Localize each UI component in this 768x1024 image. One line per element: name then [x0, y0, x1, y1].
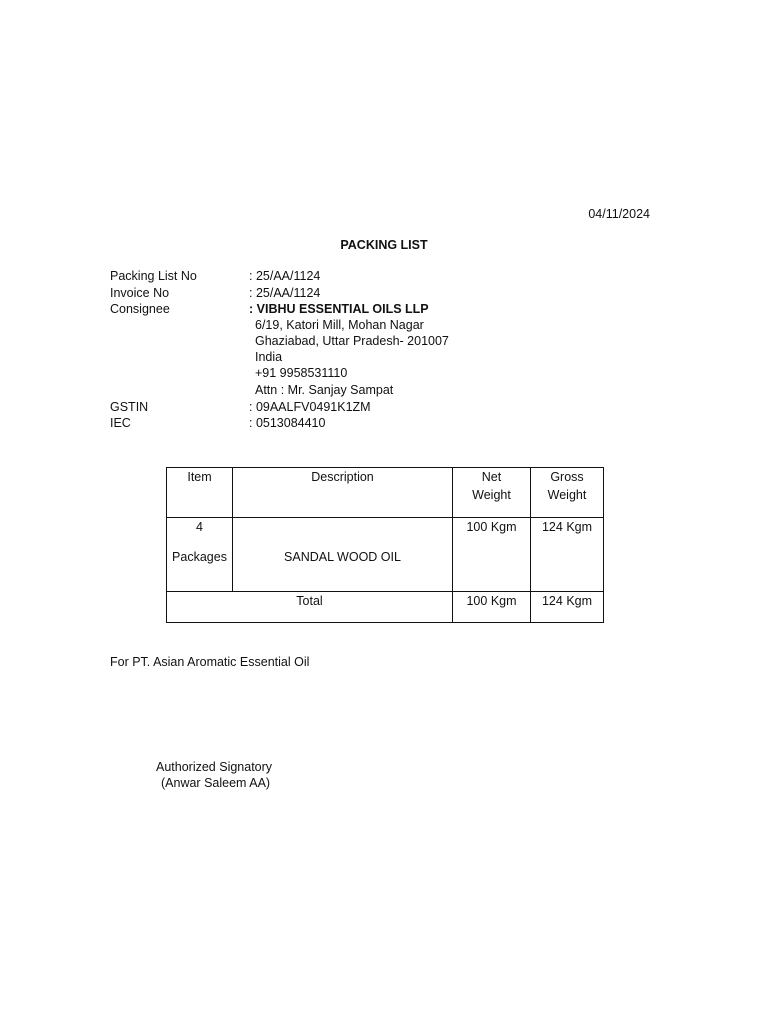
cell-gross-weight: 124 Kgm [531, 518, 604, 592]
consignee-address-line: India [255, 350, 283, 364]
packing-items-table [166, 467, 604, 623]
item-description: SANDAL WOOD OIL [284, 550, 401, 564]
consignee-address-line: 6/19, Katori Mill, Mohan Nagar [255, 318, 424, 332]
gstin-value: : 09AALFV0491K1ZM [249, 400, 371, 414]
total-net-weight: 100 Kgm [453, 592, 531, 623]
item-unit: Packages [172, 550, 227, 564]
cell-description [233, 518, 453, 592]
consignee-label: Consignee [110, 302, 170, 316]
page-title: PACKING LIST [340, 238, 428, 252]
consignee-name: : VIBHU ESSENTIAL OILS LLP [249, 302, 429, 316]
document-date: 04/11/2024 [588, 207, 650, 221]
invoice-no-label: Invoice No [110, 286, 170, 300]
header-description: Description [233, 468, 453, 518]
consignee-phone: +91 9958531110 [255, 366, 348, 380]
header-net-weight: Net Weight [453, 468, 531, 518]
table-header-row [167, 468, 604, 518]
item-quantity: 4 [196, 520, 203, 534]
table-total-row [167, 592, 604, 623]
total-label: Total [167, 592, 453, 623]
for-company-line: For PT. Asian Aromatic Essential Oil [110, 655, 310, 669]
invoice-no-value: : 25/AA/1124 [249, 286, 321, 300]
iec-label: IEC [110, 416, 131, 430]
table-row [167, 518, 604, 592]
header-item: Item [167, 468, 233, 518]
header-gross-weight: Gross Weight [531, 468, 604, 518]
packing-list-no-label: Packing List No [110, 269, 197, 283]
consignee-attention: Attn : Mr. Sanjay Sampat [255, 383, 394, 397]
signatory-title: Authorized Signatory [156, 760, 273, 774]
cell-net-weight: 100 Kgm [453, 518, 531, 592]
gstin-label: GSTIN [110, 400, 149, 414]
iec-value: : 0513084410 [249, 416, 326, 430]
packing-list-no-value: : 25/AA/1124 [249, 269, 321, 283]
signatory-name: (Anwar Saleem AA) [161, 776, 271, 790]
consignee-address-line: Ghaziabad, Uttar Pradesh- 201007 [255, 334, 449, 348]
cell-item [167, 518, 233, 592]
total-gross-weight: 124 Kgm [531, 592, 604, 623]
